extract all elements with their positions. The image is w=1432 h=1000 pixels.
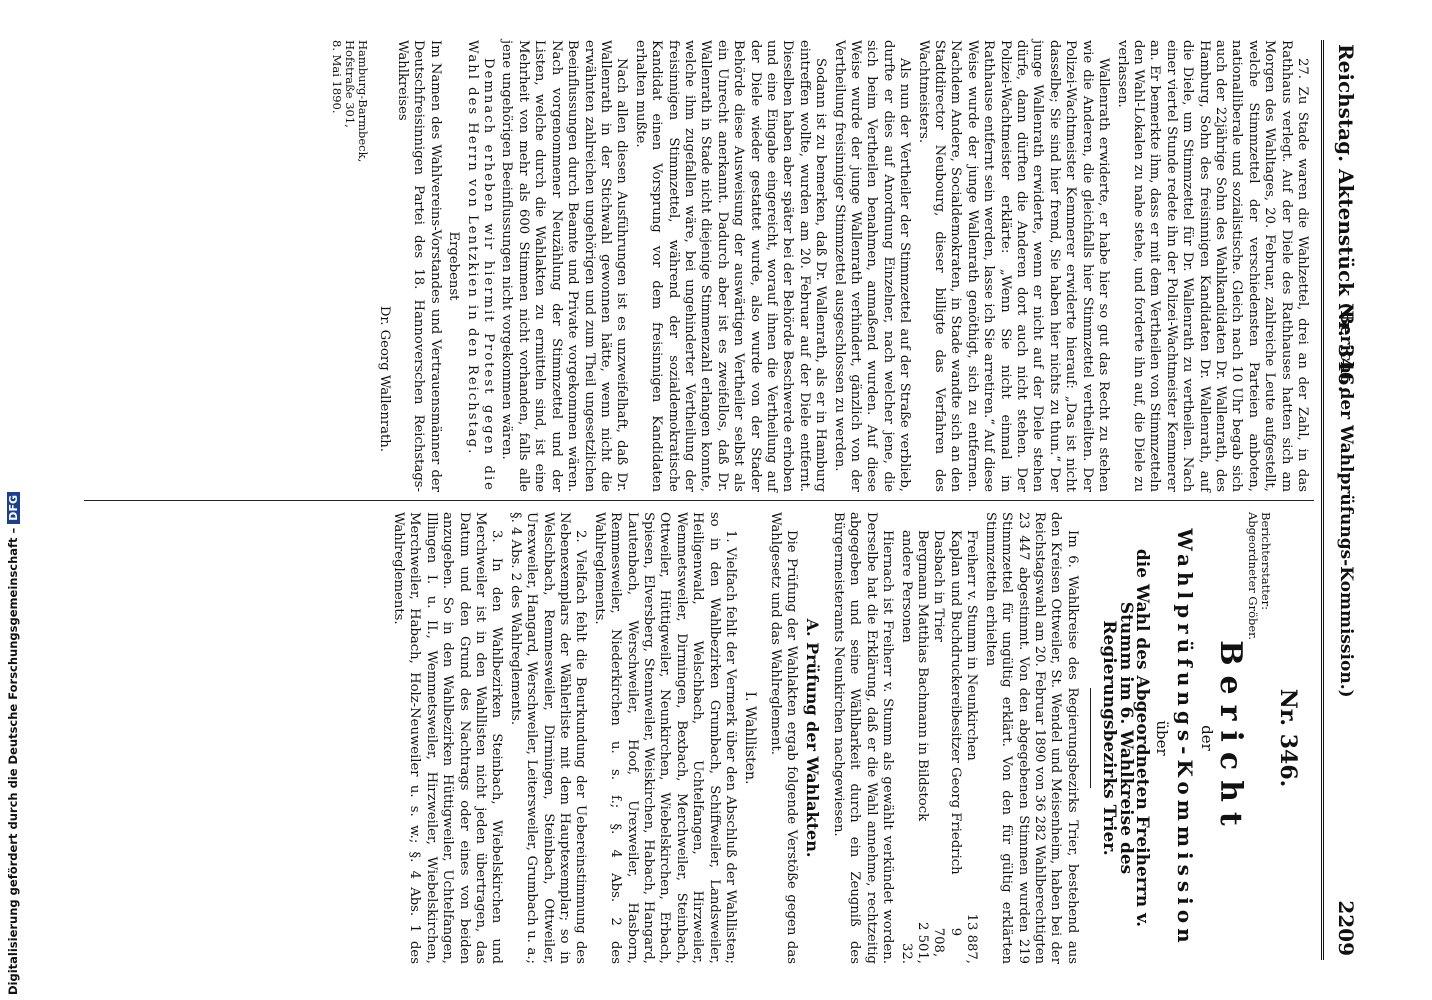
conclusion-paragraph: Hiernach ist Freiherr v. Stumm als gewählt verkündet worden. Derselbe hat die Erklärung, daß er die Wahl annehme, rechtzeitig abgegeben und seine Wählbarkeit durch ein Zeugniß des Bürgermeisteramts Neunkirchen nachgewiesen. (831, 512, 896, 964)
address-note (330, 40, 369, 492)
section-i-heading: I. Wahllisten. (742, 691, 759, 785)
signature: Dr. Georg Wallenrath. (376, 305, 392, 452)
paragraph: Als nun der Vertheiler der Stimmzettel auf der Straße verblieb, durfte er dies auf Anordnung Einzelner, nach welcher jene, die sich beim Vertheilen benahmen, anmaßend wurden. Auf diese Weise wurde der junge Wallenrath verhindert, gänzlich von der Vertheilung freisinniger Stimmzettel ausgeschlossen zu werden. (831, 40, 913, 492)
result-row (914, 530, 930, 964)
right-column (388, 512, 1311, 964)
address-line: Hamburg-Barmbeck, (356, 40, 371, 163)
candidate-votes: 9 708, (931, 927, 963, 958)
dfg-watermark (6, 495, 24, 995)
candidate-name: andere Personen (898, 530, 914, 643)
commission-heading: Wahlprüfungs-Kommission (1172, 528, 1197, 948)
berichterstatter-name: Abgeordneter Gröber. (1245, 512, 1260, 641)
candidate-name: Bergmann Matthias Bachmann in Bildstock (915, 530, 931, 822)
candidate-votes: 13 887, (964, 913, 980, 964)
closing-salutation: Ergebenst (446, 231, 462, 301)
candidate-votes: 2 501, (915, 922, 931, 964)
candidate-name: Kaplan und Buchdruckereibesitzer Georg Friedrich Dasbach in Trier (931, 530, 963, 875)
watermark-text: Digitalisierung gefördert durch die Deutsche Forschungsgemeinschaft – (6, 527, 20, 995)
paragraph: Wallenrath erwiderte, er habe hier so gut das Recht zu stehen wie die Anderen, die gleichfalls hier Stimmzettel vertheilten. Der Polizei-Wachtmeister Kemmerer erwiderte hierauf: „Das ist nicht dasselbe; Sie sind hier fremd, Sie haben hier nichts zu thun.“ Der junge Wallenrath erwiderte, wenn er nicht auf der Diele stehen dürfe, dann dürften die Anderen dort auch nicht stehen. Der Polizei-Wachtmeister erklärte: „Wenn Sie nicht einmal im Rathhause entfernt sein werden, lasse ich Sie arretiren.“ Auf diese Weise wurde der junge Wallenrath genöthigt, sich zu entfernen. Nachdem Andere, Socialdemokraten, in Stade wandte sich an den Stadtdirector Neubourg, dieser billigte das Verfahren des Wachtmeisters. (915, 40, 1112, 492)
item-paragraph: 1. Vielfach fehlt der Vermerk über den Abschluß der Wahllisten; so in den Wahlbezirken Grumbach, Schiffweiler, Landsweiler, Heiligenwald, Welschbach, Uchtelfangen, Hirzweiler, Wemmetsweiler, Dirmingen, Bexbach, Merchweiler, Steinbach, Ottweiler, Hüttigweiler, Neunkirchen, Wiebelskirchen, Erbach, Spiesen, Elversberg, Stennweiler, Weiskirchen, Habach, Hangard, Lautenbach, Werschweiler, Hoof, Urexweiler, Hasborn, Remmesweiler, Niederkirchen u. s. f.; §. 4 Abs. 2 des Wahlreglements. (591, 512, 739, 964)
result-row (930, 530, 963, 964)
dfg-logo: DFG (7, 492, 20, 524)
page-header (1321, 40, 1364, 960)
signatory-block: Im Namen des Wahlvereins-Vorstandes und Vertrauensmänner der Deutschfreisinnigen Partei des 18. Hannoverschen Reichstags-Wahlkreises (395, 40, 443, 492)
heading-der: der (1198, 725, 1217, 751)
paragraph: Sodann ist zu bemerken, daß Dr. Wallenrath, als er in Hamburg eintreffen wollte, wurden am 20. Februar auf der Diele entfernt. Dieselben haben aber später bei der Behörde Beschwerde erhoben und eine Eingabe eingereicht, worauf ihnen die Vertheilung auf der Diele wieder gestattet wurde, also wurde von der Stader Behörde diese Ausweisung der auswärtigen Vertheiler selbst als ein Unrecht anerkannt. Dadurch aber ist es zweifellos, daß Dr. Wallenrath in Stade nicht diejenige Stimmenzahl erlangen konnte, welche ihm zugefallen wäre, bei ungehinderter Vertheilung der freisinnigen Stimmzettel, während der sozialdemokratische Kandidat einen Vorsprung vor dem freisinnigen Kandidaten erhalten mußte. (632, 40, 829, 492)
address-line: 8. Mai 1890. (330, 40, 345, 114)
address-line: Hofstraße 301, (343, 40, 358, 128)
berichterstatter-label: Berichterstatter: (1258, 512, 1273, 611)
report-heading: Bericht (1212, 640, 1248, 836)
item-paragraph: 2. Vielfach fehlt die Beurkundung der Uebereinstimmung des Nebenexemplars der Wählerliste mit dem Hauptexemplar; so in Welschbach, Remmesweiler, Dirmingen, Steinbach, Ottweiler, Urexweiler, Hangard, Werschweiler, Leitersweiler, Grumbach u. a.; §. 4 Abs. 2 des Wahlreglements. (507, 512, 589, 964)
header-left: Reichstag. Aktenstück Nr. 346. (1334, 44, 1358, 393)
result-row (897, 530, 913, 964)
result-row (963, 530, 979, 964)
paragraph: Nach allen diesen Ausführungen ist es unzweifelhaft, daß Dr. Wallenrath in der Stichwahl gewonnen hätte, wenn nicht die erwähnten zahlreichen ungehörigen und zum Theil ungesetzlichen Beeinflussungen durch Beamte und Private vorgekommen wären. Nach vorgenommener Neuzählung der Stimmzettel und der Listen, welche durch die Wahlakten zu ermitteln sind, ist eine Mehrheit von mehr als 600 Stimmen nicht vorhanden, falls alle jene ungehörigen Beeinflussungen nicht vorgekommen wären. (499, 40, 630, 492)
report-title: die Wahl des Abgeordneten Freiherrn v. Stumm im 6. Wahlkreise des Regierungsbezirks Trier. (1099, 548, 1152, 928)
protest-paragraph: Demnach erheben wir hiermit Protest gegen die Wahl des Herrn von Lentzkien in den Reichstag. (464, 40, 497, 492)
divider (1090, 688, 1091, 788)
column-divider (84, 500, 1314, 501)
intro-paragraph: Im 6. Wahlkreise des Regierungsbezirks Trier, bestehend aus den Kreisen Ottweiler, St. Wendel und Meisenheim, haben bei der Reichstagswahl am 20. Februar 1890 von 36 282 Wahlberechtigten 23 447 abgestimmt. Von den abgegebenen Stimmen wurden 219 Stimmzettel für ungültig erklärt. Von den für gültig erklärten Stimmzetteln erhielten (982, 512, 1080, 964)
document-number: Nr. 346. (1275, 688, 1301, 788)
section-a-heading: A. Prüfung der Wahlakten. (802, 618, 822, 858)
candidate-name: Freiherr v. Stumm in Neunkirchen (964, 530, 980, 761)
candidate-votes: 32. (898, 943, 914, 964)
header-center: (Bericht der Wahlprüfungs-Kommission.) (1336, 302, 1356, 698)
item-paragraph: 3. In den Wahlbezirken Steinbach, Wiebelskirchen und Merchweiler ist in den Wahllisten nicht jeden übertragen, das Datum und den Grund des Nachtrags oder eines von beiden anzugeben. So in den Wahlbezirken Hüttigweiler, Uchtelfangen, Illingen I. u. II., Wemmetsweiler, Hirzweiler, Wiebelskirchen, Merchweiler, Habach, Holz-Neuweiler u. s. w.; §. 4 Abs. 1 des Wahlreglements. (390, 512, 505, 964)
results-list (897, 530, 979, 964)
section-a-text: Die Prüfung der Wahlakten ergab folgende Verstöße gegen das Wahlgesetz und das Wahlreglement. (767, 512, 800, 964)
page-number: 2209 (1334, 900, 1358, 956)
paragraph: 27. Zu Stade waren die Wahlzettel, drei an der Zahl, in das Rathhaus verlegt. Auf der Diele des Rathhauses hatten sich am Morgen des Wahltages, 20. Februar, zahlreiche Leute aufgestellt, welche Stimmzettel der verschiedensten Parteien anboten, nationalliberale und sozialistische. Gleich nach 10 Uhr begab sich auch der 22jährige Sohn des Wahlkandidaten Dr. Wallenrath, des Hamburg, Sohn des freisinnigen Kandidaten Dr. Wallenrath, auf die Diele, um Stimmzettel für Dr. Wallenrath zu vertheilen. Nach einer viertel Stunde redete ihn der Polizei-Wachtmeister Kemmerer an. Er bemerkte ihm, dass er mit dem Vertheilen von Stimmzetteln den Wahl-Lokalen zu nahe stehe, und forderte ihn auf, die Diele zu verlassen. (1114, 40, 1310, 492)
left-column (330, 40, 1310, 492)
heading-ueber: über (1153, 720, 1172, 756)
